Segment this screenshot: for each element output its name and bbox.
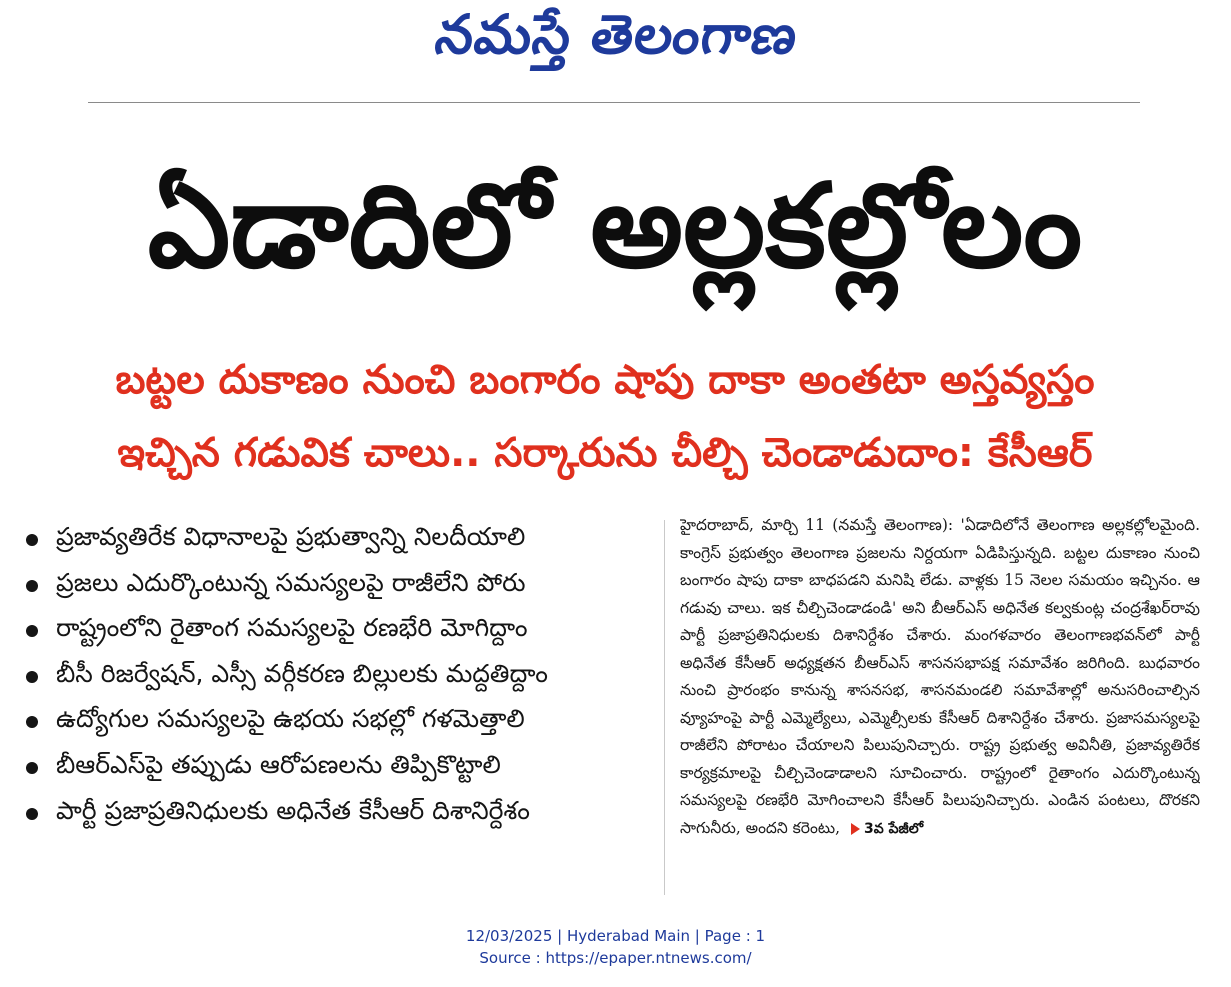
- continued-label: 3వ పేజీలో: [864, 820, 924, 837]
- bullet-text: రాష్ట్రంలోని రైతాంగ సమస్యలపై రణభేరి మోగిద్దాం: [56, 613, 528, 643]
- bullet-dot-icon: [26, 762, 38, 774]
- subheadline-1: బట్టల దుకాణం నుంచి బంగారం షాపు దాకా అంతటా అస్తవ్యస్తం: [115, 357, 1095, 403]
- bullet-dot-icon: [26, 671, 38, 683]
- bullet-text: బీసీ రిజర్వేషన్, ఎస్సీ వర్గీకరణ బిల్లులకు మద్దతిద్దాం: [56, 658, 548, 688]
- continued-marker: [851, 821, 923, 837]
- bullet-dot-icon: [26, 534, 38, 546]
- column-divider: [664, 520, 665, 895]
- bullet-list: [18, 518, 658, 837]
- bullet-dot-icon: [26, 716, 38, 728]
- bullet-item: [18, 564, 658, 608]
- bullet-item: [18, 700, 658, 744]
- bullet-text: పార్టీ ప్రజాప్రతినిధులకు అధినేత కేసీఆర్ దిశానిర్దేశం: [56, 795, 530, 825]
- masthead-title: నమస్తే తెలంగాణ: [431, 2, 802, 66]
- bullet-text: ప్రజావ్యతిరేక విధానాలపై ప్రభుత్వాన్ని నిలదీయాలి: [56, 522, 526, 551]
- main-headline: ఏడాదిలో అల్లకల్లోలం: [147, 159, 1083, 294]
- arrow-right-icon: [851, 823, 860, 835]
- bullet-item: [18, 655, 658, 699]
- bullet-item: [18, 518, 658, 562]
- bullet-item: [18, 609, 658, 653]
- bullet-dot-icon: [26, 580, 38, 592]
- bullet-item: [18, 792, 658, 836]
- footer-source: Source : https://epaper.ntnews.com/: [479, 949, 752, 967]
- bullet-text: ఉద్యోగుల సమస్యలపై ఉభయ సభల్లో గళమెత్తాలి: [56, 704, 525, 734]
- bullet-text: బీఆర్ఎస్‌పై తప్పుడు ఆరోపణలను తిప్పికొట్టాలి: [56, 749, 501, 779]
- article-text: హైదరాబాద్, మార్చి 11 (నమస్తే తెలంగాణ): 'ఏడాదిలోనే తెలంగాణ అల్లకల్లోలమైంది. కాంగ్రెస్ ప్రభుత్వం తెలంగాణ ప్రజలను నిర్దయగా ఏడిపిస్తున్నది. బట్టల దుకాణం నుంచి బంగారం షాపు దాకా బాధపడని మనిషి లేడు. వాళ్లకు 15 నెలల సమయం ఇచ్చినం. ఆ గడువు చాలు. ఇక చీల్చిచెండాడండి' అని బీఆర్ఎస్ అధినేత కల్వకుంట్ల చంద్రశేఖర్‌రావు పార్టీ ప్రజాప్రతినిధులకు దిశానిర్దేశం చేశారు. మంగళవారం తెలంగాణభవన్‌లో పార్టీ అధినేత కేసీఆర్ అధ్యక్షతన బీఆర్ఎస్ శాసనసభాపక్ష సమావేశం జరిగింది. బుధవారం నుంచి ప్రారంభం కానున్న శాసనసభ, శాసనమండలి సమావేశాల్లో అనుసరించాల్సిన వ్యూహంపై పార్టీ ఎమ్మెల్యేలు, ఎమ్మెల్సీలకు కేసీఆర్ దిశానిర్దేశం చేశారు. ప్రజాసమస్యలపై రాజీలేని పోరాటం చేయాలని పిలుపునిచ్చారు. రాష్ట్ర ప్రభుత్వ అవినీతి, ప్రజావ్యతిరేక కార్యక్రమాలపై చీల్చిచెండాడాలని సూచించారు. రాష్ట్రంలో రైతాంగం ఎదుర్కొంటున్న సమస్యలపై రణభేరి మోగించాలని కేసీఆర్ పిలుపునిచ్చారు. ఎండిన పంటలు, దొరకని సాగునీరు, అందని కరెంటు,: [680, 516, 1200, 837]
- bullet-dot-icon: [26, 625, 38, 637]
- masthead-divider: [88, 102, 1140, 103]
- subheadline-2: ఇచ్చిన గడువిక చాలు.. సర్కారును చీల్చి చెండాడుదాం: కేసీఆర్: [117, 430, 1093, 476]
- bullet-dot-icon: [26, 808, 38, 820]
- footer-date-edition: 12/03/2025 | Hyderabad Main | Page : 1: [465, 927, 766, 945]
- bullet-text: ప్రజలు ఎదుర్కొంటున్న సమస్యలపై రాజీలేని పోరు: [56, 567, 526, 597]
- masthead-logo: [0, 2, 1231, 76]
- bullet-item: [18, 746, 658, 790]
- article-body: [680, 512, 1200, 902]
